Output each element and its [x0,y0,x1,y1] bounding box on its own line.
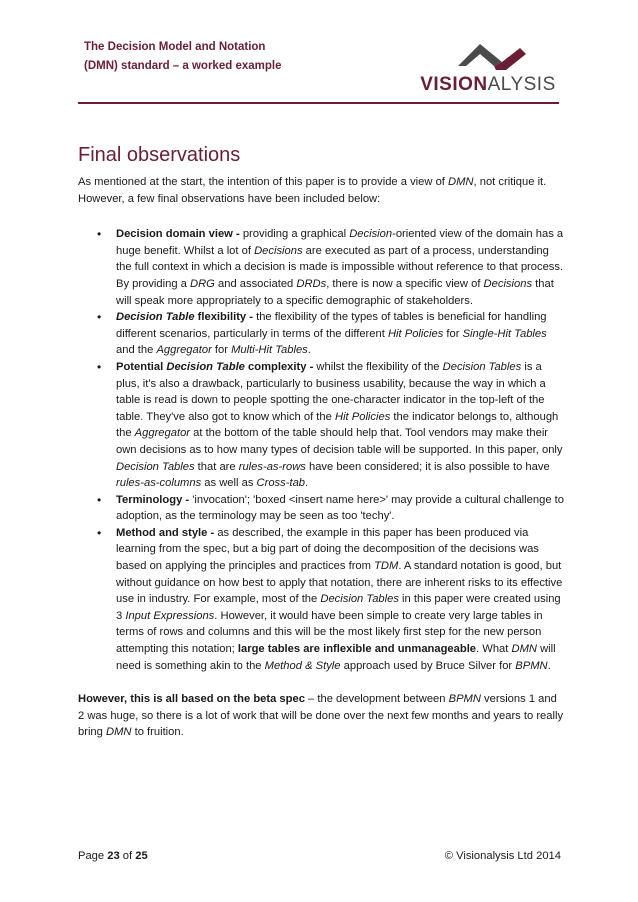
logo-wordmark [418,74,558,96]
copyright: © Visionalysis Ltd 2014 [444,850,561,862]
header-title-line1: The Decision Model and Notation [84,41,266,53]
intro-paragraph: As mentioned at the start, the intention of this paper is to provide a view of DMN, not critique it. However, a few final observations have been included below: [78,176,547,205]
list-item-decision-table-flexibility: • Decision Table flexibility - the flexibility of the types of tables is beneficial for handling different scenarios, particularly in terms of the different Hit Policies for Single-Hit Tables and the Aggregator for Multi-Hit Tables. [78,309,564,359]
list-item-terminology: • Terminology - 'invocation'; 'boxed <insert name here>' may provide a cultural challenge to adoption, as the terminology may be seen as too 'techy'. [78,492,564,525]
header-divider [78,102,559,104]
header-title-line2: (DMN) standard – a worked example [84,60,282,72]
page-footer [78,850,561,862]
document-header-title [84,38,281,76]
conclusion-paragraph: However, this is all based on the beta spec – the development between BPMN versions 1 and 2 was huge, so there is a lot of work that will be done over the next few months and years to really bring DMN to fruition. [78,693,564,739]
visionalysis-logo [418,38,558,98]
list-item-decision-domain-view: • Decision domain view - providing a graphical Decision-oriented view of the domain has a huge benefit. Whilst a lot of Decisions are executed as part of a process, understanding the full context in which a decision is made is impossible without reference to that process. By providing a DRG and associated DRDs, there is now a specific view of Decisions that will speak more appropriately to a specific demographic of stakeholders. [78,226,564,309]
page-title: Final observations [78,144,241,166]
logo-chevron-icon [448,38,528,72]
main-content [78,174,564,741]
page-number: Page 23 of 25 [78,850,148,862]
list-item-decision-table-complexity: • Potential Decision Table complexity - whilst the flexibility of the Decision Tables is a plus, it's also a drawback, particularly to business usability, because the way in which a table is read is down to people spotting the one-character indicator in the top-left of the table. They've also got to know which of the Hit Policies the indicator belongs to, although the Aggregator at the bottom of the table should help that. Tool vendors may make their own decisions as to how many types of decision table will be supported. In this paper, only Decision Tables that are rules-as-rows have been considered; it is also possible to have rules-as-columns as well as Cross-tab. [78,359,564,492]
observations-list [78,226,564,674]
logo-wordmark-rest: ALYSIS [487,74,556,95]
list-item-method-and-style: • Method and style - as described, the example in this paper has been produced via learning from the spec, but a big part of doing the decomposition of the decisions was based on applying the principles and practices from TDM. A standard notation is good, but without guidance on how best to apply that notation, there are inherent risks to its effective use in industry. For example, most of the Decision Tables in this paper were created using 3 Input Expressions. However, it would have been simple to create very large tables in terms of rows and columns and this will be the most likely first step for the new person attempting this notation; large tables are inflexible and unmanageable. What DMN will need is something akin to the Method & Style approach used by Bruce Silver for BPMN. [78,525,564,674]
logo-wordmark-bold: VISION [420,74,488,95]
